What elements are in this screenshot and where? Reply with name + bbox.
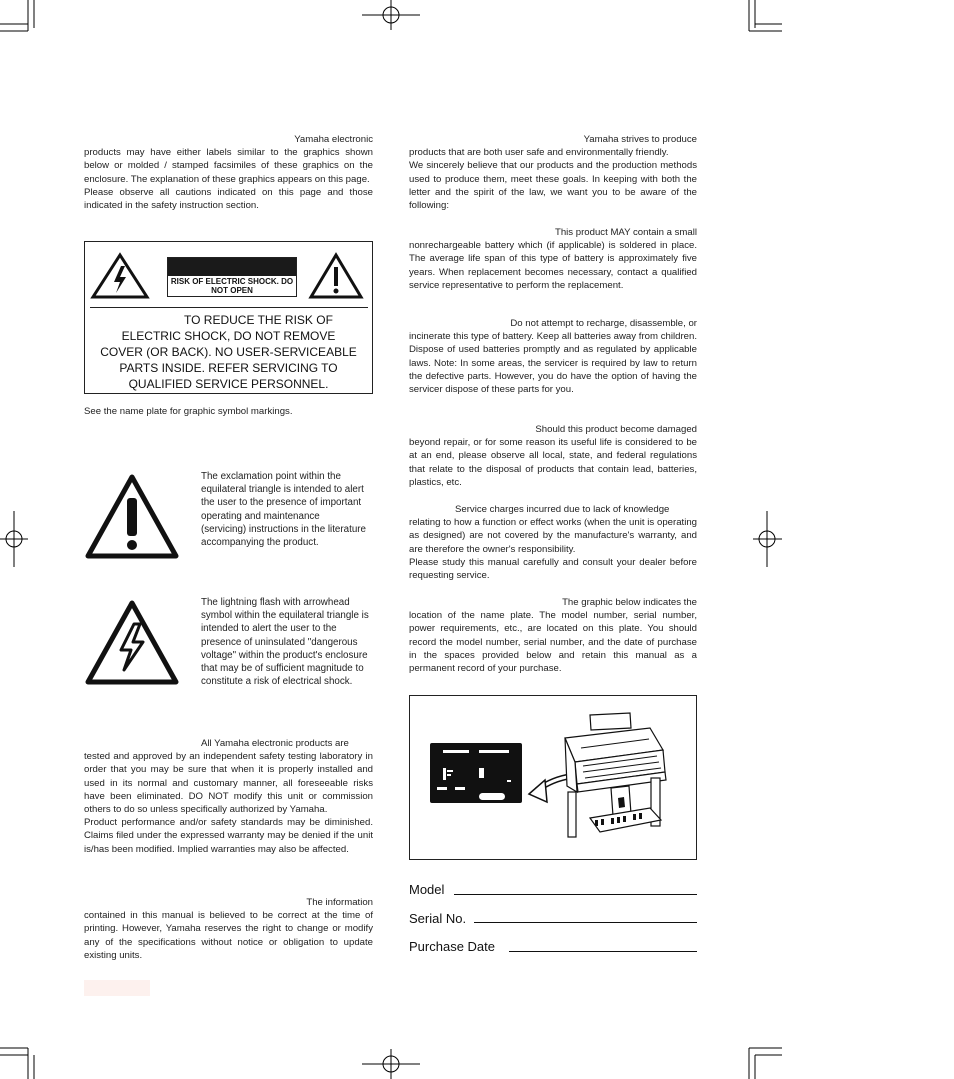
environment-body: products that are both user safe and environmentally friendly.: [409, 147, 669, 159]
caution-label: [167, 257, 297, 297]
disposal-line1: Should this product become damaged: [535, 424, 697, 435]
environment-section: [409, 133, 697, 212]
purchase-date-field-label: Purchase Date: [409, 939, 495, 954]
caution-divider: [90, 307, 368, 308]
caution-label-text: RISK OF ELECTRIC SHOCK. DO NOT OPEN: [170, 277, 294, 295]
warning-line3: COVER (OR BACK). NO USER-SERVICEABLE: [100, 345, 357, 359]
lightning-triangle-icon: [90, 252, 150, 300]
organ-name-plate-illustration: [425, 710, 685, 850]
name-plate-section: [409, 596, 697, 675]
battery-warning-line1: Do not attempt to recharge, disassemble, or: [510, 318, 697, 329]
lightning-triangle-large-icon: [84, 598, 180, 686]
specs-line1: The information: [306, 897, 373, 908]
notice-line1: Service charges incurred due to lack of knowledge: [455, 504, 670, 515]
battery-notice-body: nonrechargeable battery which (if applicable) is soldered in place. The average life span of this type of battery is approximately five years. When replacement becomes necessary, contact a qualified service representative to perform the replacement.: [409, 240, 697, 291]
warning-line5: QUALIFIED SERVICE PERSONNEL.: [128, 377, 329, 391]
purchase-date-field-line[interactable]: [509, 951, 697, 952]
warning-line1: TO REDUCE THE RISK OF: [184, 313, 333, 327]
name-plate-icon: [430, 743, 522, 803]
exclamation-triangle-icon: [84, 472, 180, 560]
serial-field-line[interactable]: [474, 922, 697, 923]
disposal-body: beyond repair, or for some reason its useful life is considered to be at an end, please observe all local, state, and federal regulations that relate to the disposal of products that contain lead, batteries, plastics, etc.: [409, 437, 697, 488]
name-plate-body: location of the name plate. The model number, serial number, power requirements, etc., are located on this plate. You should record the model number, serial number, and the date of purchase in the spaces provided below and retain this manual as a permanent record of your purchase.: [409, 610, 697, 675]
name-plate-note: See the name plate for graphic symbol markings.: [84, 406, 293, 417]
exclamation-description: The exclamation point within the equilateral triangle is intended to alert the user to the presence of important operating and maintenance (servicing) instructions in the literature accompanying the product.: [201, 471, 366, 549]
notice-body2: Please study this manual carefully and consult your dealer before requesting service.: [409, 556, 697, 582]
battery-notice-line1: This product MAY contain a small: [554, 227, 697, 238]
battery-warning-section: [409, 317, 697, 396]
intro-line1: Yamaha electronic: [294, 134, 373, 145]
safety-body: tested and approved by an independent safety testing laboratory in order that you may be sure that when it is properly installed and used in its normal and customary manner, all foreseeable risks have been eliminated. DO NOT modify this unit or commission others to do so unless specifically authorized by Yamaha.: [84, 751, 373, 816]
footer-mark: [84, 980, 150, 996]
disposal-section: [409, 423, 697, 489]
safety-body2: Product performance and/or safety standards may be diminished. Claims filed under the expressed warranty may be denied if the unit is/has been modified. Implied warranties may also be affected.: [84, 817, 373, 855]
notice-section: [409, 503, 697, 582]
lightning-description: The lightning flash with arrowhead symbol within the equilateral triangle is intended to alert the user to the presence of uninsulated "dangerous voltage" within the product's enclosure that may be of sufficient magnitude to constitute a risk of electrical shock.: [201, 597, 369, 688]
organ-icon: [565, 713, 666, 837]
name-plate-line1: The graphic below indicates the: [562, 597, 697, 608]
specs-section: [84, 896, 373, 962]
notice-body: relating to how a function or effect works (when the unit is operating as designed) are not covered by the manufacture's warranty, and are therefore the owner's responsibility.: [409, 517, 697, 555]
safety-section: [84, 737, 373, 856]
warning-line4: PARTS INSIDE. REFER SERVICING TO: [119, 361, 338, 375]
warning-line2: ELECTRIC SHOCK, DO NOT REMOVE: [121, 329, 336, 343]
environment-line1: Yamaha strives to produce: [583, 134, 697, 145]
specs-body: contained in this manual is believed to be correct at the time of printing. However, Yamaha reserves the right to change or modify any of the specifications without notice or obligation to update existing units.: [84, 910, 373, 961]
caution-warning-text: [84, 312, 373, 392]
intro-body: products may have either labels similar to the graphics shown below or molded / stamped facsimiles of these graphics on the enclosure. The explanation of these graphics appears on this page.: [84, 147, 373, 185]
intro-body2: Please observe all cautions indicated on this page and those indicated in the safety instruction section.: [84, 186, 373, 212]
exclamation-triangle-small-icon: [308, 252, 364, 300]
model-field-line[interactable]: [454, 894, 697, 895]
serial-field-label: Serial No.: [409, 911, 467, 926]
safety-line1: All Yamaha electronic products are: [201, 738, 349, 749]
model-field-label: Model: [409, 882, 445, 897]
battery-notice-section: [409, 226, 697, 292]
intro-section: [84, 133, 373, 212]
battery-warning-body: incinerate this type of battery. Keep all batteries away from children. Dispose of used batteries promptly and as regulated by applicable laws. Note: In some areas, the servicer is required by law to return the defective parts. However, you do have the option of having the servicer dispose of these parts for you.: [409, 331, 697, 396]
environment-body2: We sincerely believe that our products and the production methods used to produce them, meet these goals. In keeping with both the letter and the spirit of the law, we want you to be aware of the following:: [409, 160, 697, 212]
